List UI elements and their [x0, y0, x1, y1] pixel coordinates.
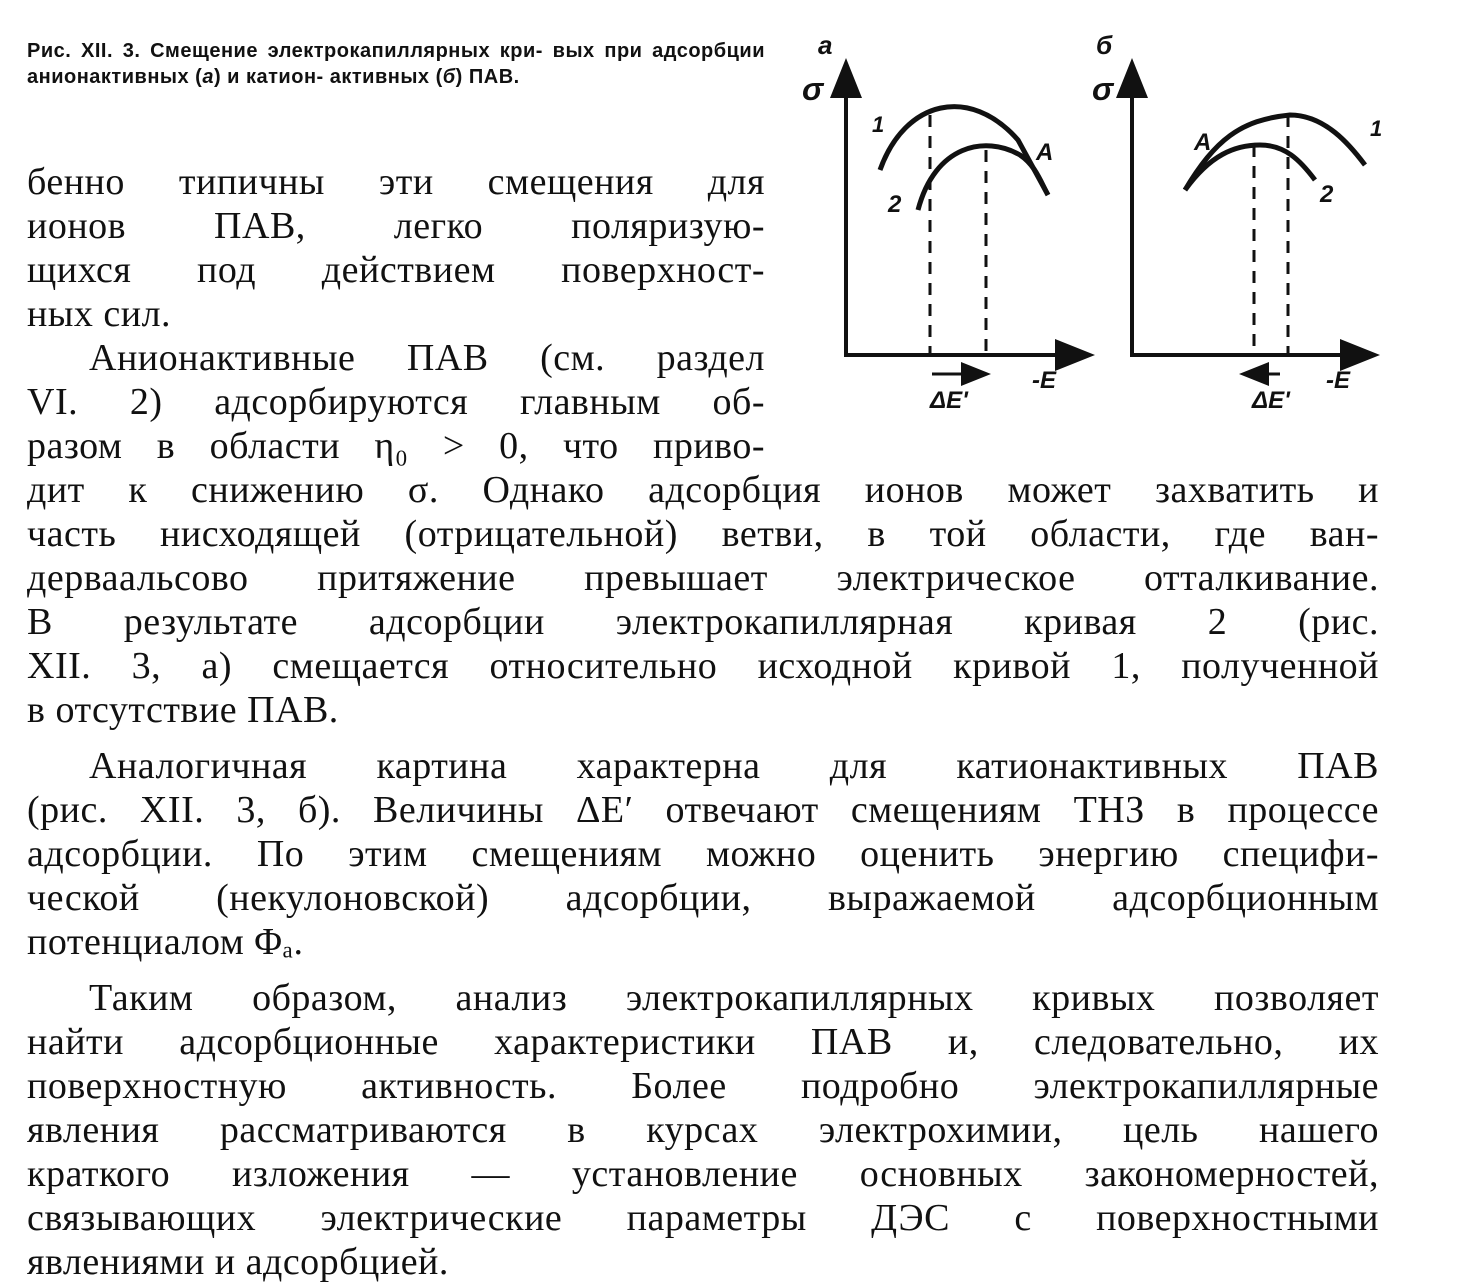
caption-line-2-tail: ) и катион- [213, 66, 324, 88]
caption-line-3-tail: ) ПАВ. [455, 66, 520, 88]
paragraph-4 [27, 976, 1379, 1284]
panel-b-point-label: A [1194, 129, 1212, 156]
panel-b-x-axis-label: -E [1326, 367, 1350, 394]
p1-line-2: ионов ПАВ, легко поляризую- [27, 205, 765, 247]
p2-line-4: дит к снижению σ. Однако адсорбция ионов может захватить и [27, 469, 1379, 511]
p4-line-5: краткого изложения — установление основных закономерностей, [27, 1153, 1379, 1195]
p4-line-7: явлениями и адсорбцией. [27, 1241, 449, 1283]
p4-line-4: явления рассматриваются в курсах электрохимии, цель нашего [27, 1109, 1379, 1151]
panel-b-curve-2-label: 2 [1320, 181, 1334, 208]
paragraph-2-wide [27, 468, 1379, 732]
p3-line-3: адсорбции. По этим смещениям можно оценить энергию специфи- [27, 833, 1379, 875]
paragraph-2-narrow [27, 336, 765, 468]
p2-line-9: в отсутствие ПАВ. [27, 689, 339, 731]
caption-b-marker: б [442, 66, 456, 88]
panel-a-label: а [818, 30, 833, 60]
caption-a-marker: а [202, 66, 214, 88]
p4-line-6: связывающих электрические параметры ДЭС с поверхностными [27, 1197, 1379, 1239]
p4-line-1: Таким образом, анализ электрокапиллярных кривых позволяет [89, 977, 1379, 1019]
p1-line-4: ных сил. [27, 293, 172, 335]
p3-line-1: Аналогичная картина характерна для катионактивных ПАВ [89, 745, 1379, 787]
panel-a-x-axis-label: -E [1032, 367, 1056, 394]
p2-line-7: В результате адсорбции электрокапиллярная кривая 2 (рис. [27, 601, 1379, 643]
panel-a-curve-1-label: 1 [872, 112, 885, 137]
p2-line-2: VI. 2) адсорбируются главным об- [27, 381, 765, 423]
p2-line-8: XII. 3, а) смещается относительно исходной кривой 1, полученной [27, 645, 1379, 687]
p4-line-3: поверхностную активность. Более подробно электрокапиллярные [27, 1065, 1379, 1107]
p4-line-2: найти адсорбционные характеристики ПАВ и, следовательно, их [27, 1021, 1379, 1063]
panel-b-y-axis-label: σ [1092, 71, 1114, 107]
p2-line-1: Анионактивные ПАВ (см. раздел [89, 337, 765, 379]
p2-line-3: разом в области η₀ > 0, что приво- [27, 425, 765, 467]
p1-line-3: щихся под действием поверхност- [27, 249, 765, 291]
p3-line-5: потенциалом Φₐ. [27, 921, 304, 963]
panel-b-label: б [1096, 30, 1113, 60]
p2-line-6: дерваальсово притяжение превышает электрическое отталкивание. [27, 557, 1379, 599]
panel-a-point-label: A [1036, 139, 1054, 166]
p3-line-4: ческой (некулоновской) адсорбции, выражаемой адсорбционным [27, 877, 1379, 919]
caption-line-3: активных ( [329, 66, 443, 88]
panel-a-delta-label: ΔE' [930, 387, 968, 414]
panel-a-y-axis-label: σ [802, 71, 824, 107]
p1-line-1: бенно типичны эти смещения для [27, 161, 765, 203]
caption-line-2: вых при адсорбции анионактивных ( [27, 40, 766, 88]
panel-b-delta-label: ΔE' [1252, 387, 1290, 414]
panel-a-curve-2-label: 2 [888, 191, 902, 218]
paragraph-1 [27, 160, 765, 336]
p2-line-5: часть нисходящей (отрицательной) ветви, в той области, где ван- [27, 513, 1379, 555]
p3-line-2: (рис. XII. 3, б). Величины ΔE′ отвечают смещениям ТНЗ в процессе [27, 789, 1379, 831]
caption-line-1: Рис. XII. 3. Смещение электрокапиллярных кри- [27, 40, 543, 62]
figure-caption [27, 38, 765, 90]
paragraph-3 [27, 744, 1379, 964]
body-text [27, 160, 1379, 1284]
panel-b-curve-1-label: 1 [1370, 116, 1383, 141]
